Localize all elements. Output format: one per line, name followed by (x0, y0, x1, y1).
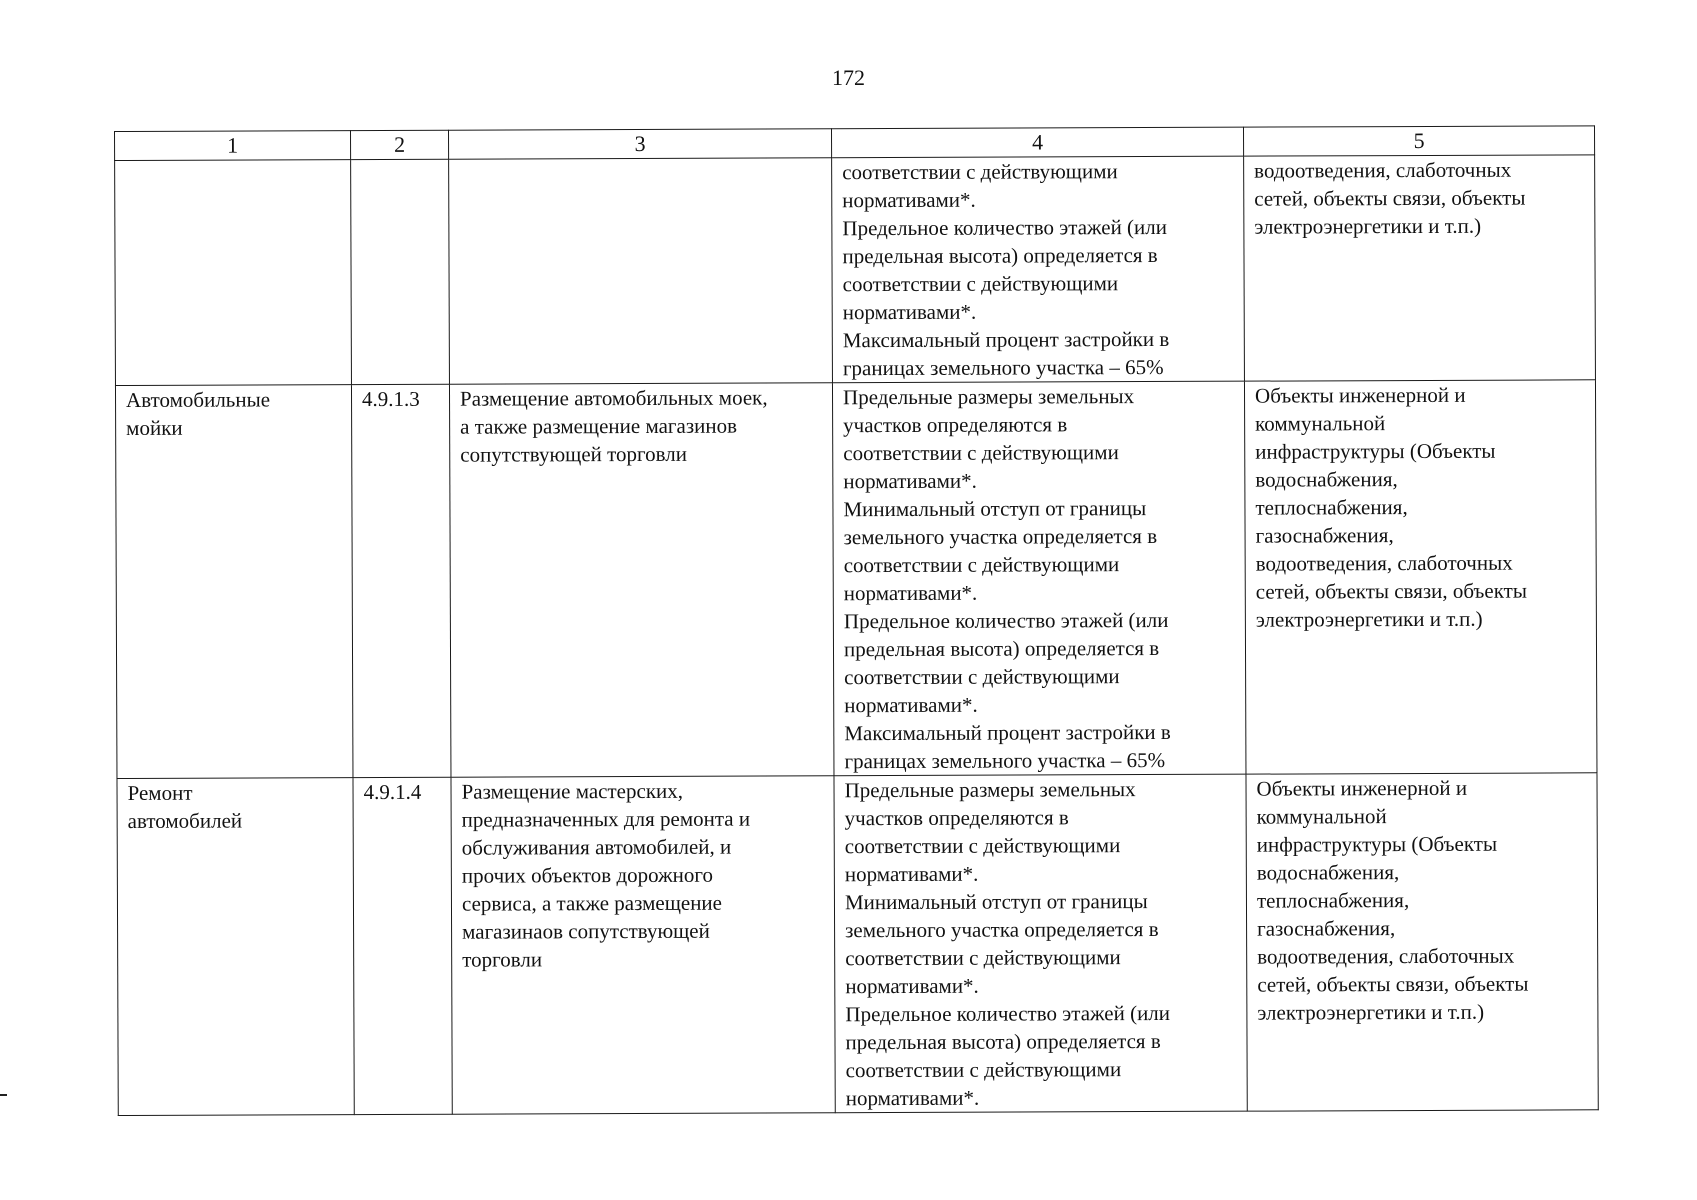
auxiliary-objects-cell: Объекты инженерной и коммунальной инфраструктуры (Объекты водоснабжения, теплоснабжения, газоснабжения, водоотведения, слаботочных сетей, объекты связи, объекты электроэнергетики и т.п.) (1246, 773, 1598, 1111)
parameters-cell: соответствии с действующими нормативами*. Предельное количество этажей (или предельная высота) определяется в соответствии с действующими нормативами*. Максимальный процент застройки в границах земельного участка – 65% (832, 156, 1245, 383)
use-name-cell (115, 160, 352, 386)
auxiliary-objects-cell: Объекты инженерной и коммунальной инфраструктуры (Объекты водоснабжения, теплоснабжения, газоснабжения, водоотведения, слаботочных сетей, объекты связи, объекты электроэнергетики и т.п.) (1244, 380, 1597, 774)
parameters-cell: Предельные размеры земельных участков определяются в соответствии с действующими нормативами*. Минимальный отступ от границы земельного участка определяется в соответствии с действующими нормативами*. Предельное количество этажей (или предельная высота) определяется в соответствии с действующими нормативами*. (834, 774, 1247, 1113)
use-code-cell: 4.9.1.4 (353, 777, 452, 1114)
table-row-car-repair (117, 773, 1598, 1116)
column-header-5: 5 (1243, 126, 1594, 156)
column-header-2: 2 (351, 130, 449, 159)
use-name-cell: Ремонт автомобилей (117, 778, 354, 1116)
use-code-cell (351, 159, 450, 384)
page-number: 172 (832, 65, 865, 90)
auxiliary-objects-cell: водоотведения, слаботочных сетей, объекты связи, объекты электроэнергетики и т.п.) (1244, 155, 1596, 381)
use-name-cell: Автомобильные мойки (115, 385, 353, 779)
table-row-car-wash (115, 380, 1596, 779)
table-row-continuation (115, 155, 1596, 386)
use-description-cell: Размещение автомобильных моек, а также размещение магазинов сопутствующей торговли (449, 383, 834, 777)
use-description-cell: Размещение мастерских, предназначенных для ремонта и обслуживания автомобилей, и прочих объектов дорожного сервиса, а также размещение магазинаов сопутствующей торговли (451, 776, 835, 1114)
margin-mark (0, 1094, 7, 1096)
column-header-1: 1 (115, 131, 351, 161)
column-header-4: 4 (831, 127, 1243, 158)
use-description-cell (449, 158, 833, 384)
land-use-table (114, 125, 1599, 1116)
parameters-cell: Предельные размеры земельных участков определяются в соответствии с действующими нормативами*. Минимальный отступ от границы земельного участка определяется в соответствии с действующими нормативами*. Предельное количество этажей (или предельная высота) определяется в соответствии с действующими нормативами*. Максимальный процент застройки в границах земельного участка – 65% (832, 381, 1246, 776)
column-header-3: 3 (448, 129, 831, 159)
use-code-cell: 4.9.1.3 (351, 384, 451, 777)
